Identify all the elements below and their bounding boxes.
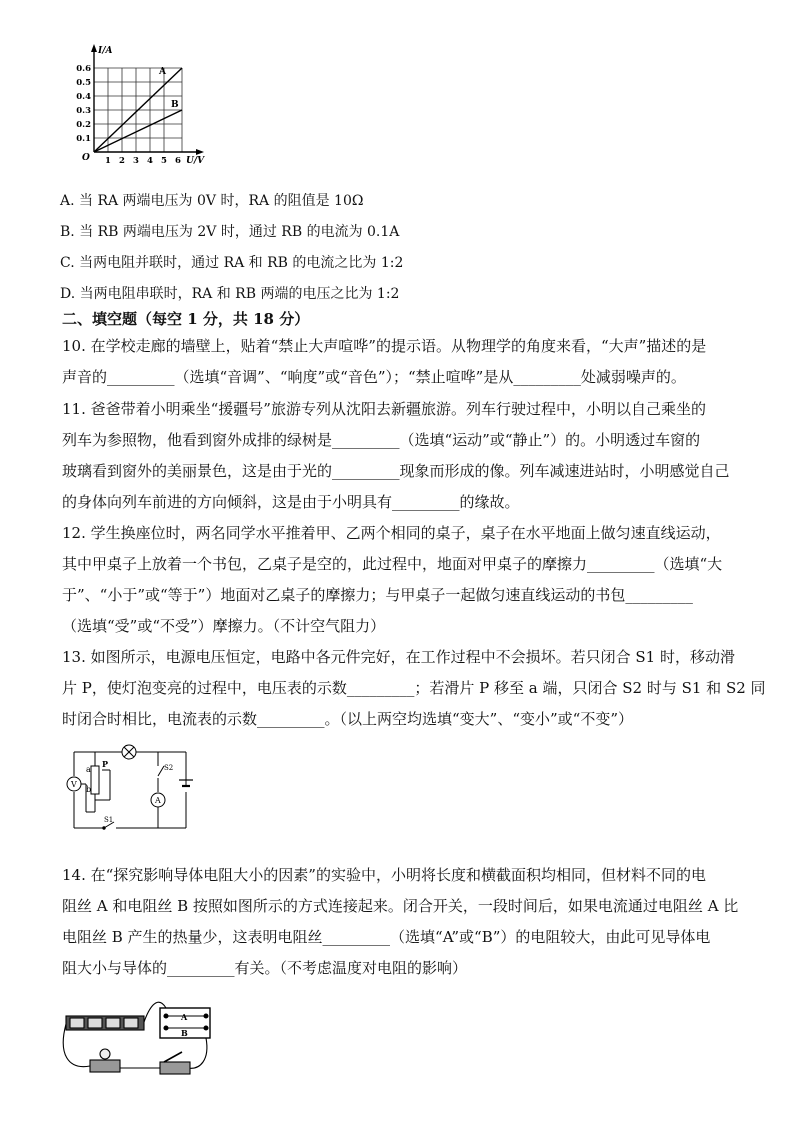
y-tick: 0.3	[76, 106, 91, 116]
iu-graph	[72, 42, 222, 168]
line-b	[94, 110, 182, 152]
q11-line: 的身体向列车前进的方向倾斜，这是由于小明具有_________的缘故。	[62, 493, 520, 511]
x-tick: 4	[147, 156, 153, 166]
x-tick: 1	[105, 156, 111, 166]
y-axis-label: I/A	[98, 46, 113, 56]
option-d: D. 当两电阻串联时，RA 和 RB 两端的电压之比为 1:2	[60, 286, 400, 302]
q13-line: 13. 如图所示，电源电压恒定，电路中各元件完好，在工作过程中不会损坏。若只闭合 S1 时，移动滑	[62, 648, 735, 666]
option-b: B. 当 RB 两端电压为 2V 时，通过 RB 的电流为 0.1A	[60, 224, 400, 240]
line-a-label: A	[159, 67, 166, 77]
x-axis-label: U/V	[186, 156, 205, 166]
q13-line: 时闭合时相比，电流表的示数_________。（以上两空均选填“变大”、“变小”或“不变”）	[62, 710, 634, 728]
q14-line: 电阻丝 B 产生的热量少，这表明电阻丝_________（选填“A”或“B”）的电阻较大，由此可见导体电	[62, 928, 711, 946]
q12-line: 于”、“小于”或“等于”）地面对乙桌子的摩擦力；与甲桌子一起做匀速直线运动的书包_________	[62, 586, 693, 604]
q13-line: 片 P，使灯泡变亮的过程中，电压表的示数_________；若滑片 P 移至 a 端，只闭合 S2 时与 S1 和 S2 同	[62, 679, 766, 697]
x-tick: 5	[161, 156, 167, 166]
y-tick: 0.6	[76, 64, 91, 74]
q14-line: 14. 在“探究影响导体电阻大小的因素”的实验中，小明将长度和横截面积均相同，但材料不同的电	[62, 866, 706, 884]
q12-line: （选填“受”或“不受”）摩擦力。（不计空气阻力）	[62, 617, 386, 635]
origin-label: O	[82, 153, 90, 163]
wire-label-b: B	[181, 1028, 188, 1038]
option-a: A. 当 RA 两端电压为 0V 时，RA 的阻值是 10Ω	[60, 193, 364, 209]
x-tick: 6	[175, 156, 181, 166]
y-axis-arrow	[91, 44, 97, 52]
knife-switch	[160, 1062, 190, 1074]
q11-line: 列车为参照物，他看到窗外成排的绿树是_________（选填“运动”或“静止”）的。小明透过车窗的	[62, 431, 701, 449]
apparatus-picture	[60, 994, 220, 1080]
x-axis-arrow	[196, 149, 204, 155]
q12-line: 12. 学生换座位时，两名同学水平推着甲、乙两个相同的桌子，桌子在水平地面上做匀速直线运动，	[62, 524, 721, 542]
rheostat	[91, 766, 99, 794]
y-tick: 0.4	[76, 92, 91, 102]
x-tick: 2	[119, 156, 125, 166]
q12-line: 其中甲桌子上放着一个书包，乙桌子是空的，此过程中，地面对甲桌子的摩擦力_________（选填“大	[62, 555, 723, 573]
voltmeter-label: V	[71, 780, 77, 789]
switch-s2-label: S2	[164, 764, 174, 772]
y-tick: 0.1	[76, 134, 91, 144]
line-b-label: B	[171, 100, 179, 110]
q14-line: 阻大小与导体的_________有关。（不考虑温度对电阻的影响）	[62, 959, 468, 977]
rheostat-label-a: a	[86, 765, 91, 774]
q10-line: 10. 在学校走廊的墙壁上，贴着“禁止大声喧哗”的提示语。从物理学的角度来看，“大声”描述的是	[62, 337, 707, 355]
circuit-diagram	[64, 742, 204, 836]
y-tick: 0.2	[76, 120, 91, 130]
rheostat-label-b: b	[86, 785, 92, 794]
lamp-holder	[90, 1060, 120, 1072]
x-tick: 3	[133, 156, 139, 166]
bulb-icon	[100, 1049, 110, 1059]
switch-s1-label: S1	[104, 816, 114, 824]
q10-line: 声音的_________（选填“音调”、“响度”或“音色”）；“禁止喧哗”是从_________处减弱噪声的。	[62, 368, 686, 386]
y-tick: 0.5	[76, 78, 91, 88]
q11-line: 11. 爸爸带着小明乘坐“援疆号”旅游专列从沈阳去新疆旅游。列车行驶过程中，小明以自己乘坐的	[62, 400, 706, 418]
section-title: 二、填空题（每空 1 分，共 18 分）	[62, 310, 310, 328]
q14-line: 阻丝 A 和电阻丝 B 按照如图所示的方式连接起来。闭合开关，一段时间后，如果电流通过电阻丝 A 比	[62, 897, 739, 915]
ammeter-label: A	[155, 796, 161, 805]
wire-label-a: A	[181, 1012, 188, 1022]
option-c: C. 当两电阻并联时，通过 RA 和 RB 的电流之比为 1:2	[60, 255, 404, 271]
slider-label-p: P	[102, 759, 109, 769]
q11-line: 玻璃看到窗外的美丽景色，这是由于光的_________现象而形成的像。列车减速进站时，小明感觉自己	[62, 462, 730, 480]
